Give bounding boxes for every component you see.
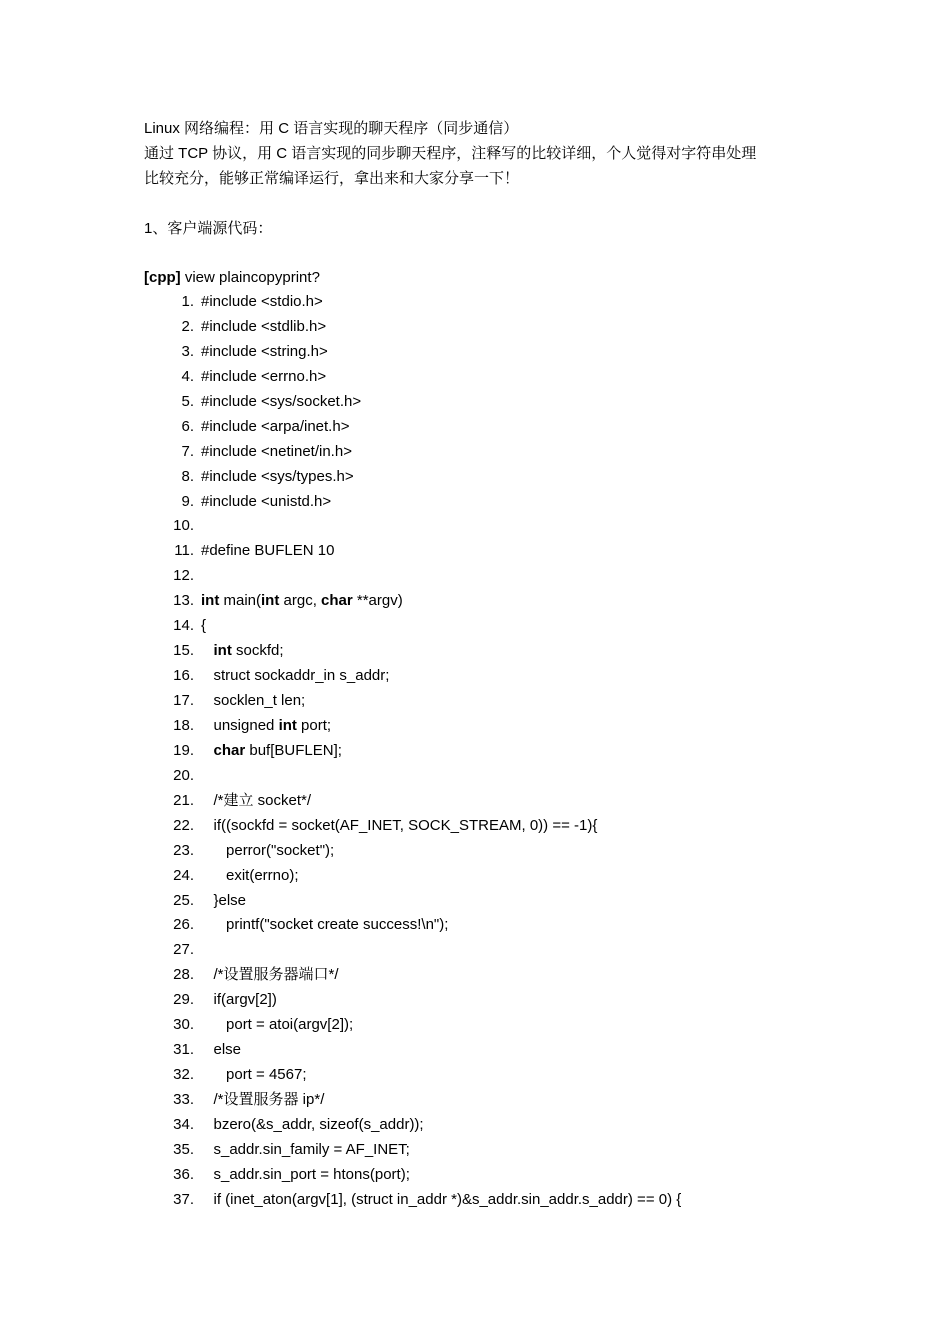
code-keyword: char [321,592,353,610]
code-segment: #include <errno.h> [201,367,327,385]
line-number: 31. [173,1041,194,1059]
line-number: 32. [173,1066,194,1084]
line-number: 5. [181,392,194,410]
code-text [201,639,284,664]
line-number: 6. [181,417,194,435]
blank-line [144,191,824,216]
code-segment: printf("socket create success!\n"); [201,916,449,934]
code-segment: if (inet_aton(argv[1], (struct in_addr *)&s_addr.sin_addr.s_addr) == 0) { [201,1190,682,1208]
code-segment: bzero(&s_addr, sizeof(s_addr)); [201,1115,424,1133]
code-text [201,440,352,465]
line-number: 27. [173,941,194,959]
code-segment: else [201,1041,242,1059]
code-text [201,390,361,415]
code-text [201,814,597,839]
line-number: 7. [181,442,194,460]
line-number: 18. [173,716,194,734]
code-text [201,415,349,440]
code-text [201,1088,324,1113]
code-text [201,889,246,914]
line-number: 28. [173,966,194,984]
code-segment: if((sockfd = socket(AF_INET, SOCK_STREAM, 0)) == -1){ [201,816,598,834]
code-keyword: int [278,716,297,734]
line-number: 30. [173,1016,194,1034]
line-number: 19. [173,741,194,759]
code-text [201,714,331,739]
line-number: 10. [173,517,194,535]
code-text [201,739,342,764]
line-number: 21. [173,791,194,809]
line-number: 14. [173,617,194,635]
code-keyword: char [213,741,246,759]
line-number: 12. [173,567,194,585]
code-segment: port = 4567; [201,1066,307,1084]
code-segment: **argv) [352,592,403,610]
line-number: 26. [173,916,194,934]
line-number: 16. [173,667,194,685]
line-number: 8. [181,467,194,485]
code-text [201,340,328,365]
code-segment: #include <netinet/in.h> [201,442,352,460]
code-segment: #include <arpa/inet.h> [201,417,350,435]
code-segment: argc, [279,592,322,610]
code-text [201,864,299,889]
line-number: 11. [174,542,194,560]
code-segment: #include <stdio.h> [201,293,323,310]
line-number: 1. [181,293,194,310]
code-segment: exit(errno); [201,866,299,884]
code-keyword: int [201,592,220,610]
code-header [144,265,320,290]
line-number: 15. [173,642,194,660]
code-text [201,315,326,340]
code-segment: s_addr.sin_port = htons(port); [201,1165,410,1183]
line-number: 2. [181,317,194,335]
code-text [201,539,334,564]
code-text [201,988,277,1013]
code-text [201,1038,241,1063]
code-segment: perror("socket"); [201,841,335,859]
code-text [201,689,305,714]
code-text [201,465,354,490]
code-keyword: int [261,592,280,610]
intro-text-block [144,116,824,241]
code-text [201,1163,410,1188]
code-segment: port; [296,716,332,734]
code-segment: #include <stdlib.h> [201,317,327,335]
code-segment: buf[BUFLEN]; [245,741,342,759]
code-segment: sockfd; [231,642,284,660]
code-segment: /*设置服务器端口*/ [201,966,339,984]
line-number: 24. [173,866,194,884]
code-segment [201,742,214,759]
document-title: Linux 网络编程：用 C 语言实现的聊天程序（同步通信） [144,120,519,137]
code-segment: { [201,617,207,635]
code-segment: #include <sys/socket.h> [201,392,362,410]
code-segment: #include <string.h> [201,342,328,360]
code-segment: if(argv[2]) [201,991,277,1009]
code-segment: }else [201,891,247,909]
line-number: 36. [173,1165,194,1183]
code-language-tag: [cpp] [144,269,181,286]
code-text [201,664,389,689]
line-number: 3. [181,342,194,360]
code-segment: #include <unistd.h> [201,492,332,510]
line-number: 37. [173,1190,194,1208]
line-number: 17. [173,692,194,709]
code-segment: port = atoi(argv[2]); [201,1016,354,1034]
section-heading: 1、客户端源代码： [144,220,273,237]
code-segment: struct sockaddr_in s_addr; [201,667,390,685]
code-header-actions: view plaincopyprint? [180,269,320,286]
intro-paragraph-line-1: 通过 TCP 协议，用 C 语言实现的同步聊天程序，注释写的比较详细，个人觉得对字符串处理 [144,145,757,162]
line-number: 4. [181,367,194,385]
line-number: 23. [173,841,194,859]
code-text [201,789,311,814]
code-segment: socklen_t len; [201,692,306,709]
code-segment: main( [219,592,262,610]
code-text [201,290,323,315]
code-segment [201,642,214,659]
code-segment: #include <sys/types.h> [201,467,354,485]
code-segment: unsigned [201,716,279,734]
code-text [201,490,331,515]
line-number: 13. [173,592,194,610]
code-segment: /*建立 socket*/ [201,791,312,809]
code-text [201,1188,681,1213]
code-text [201,365,326,390]
code-keyword: int [213,642,232,660]
code-text [201,913,448,938]
code-text [201,839,334,864]
code-text [201,1013,353,1038]
code-text [201,1138,410,1163]
line-number: 22. [173,816,194,834]
code-text [201,589,403,614]
line-number: 35. [173,1140,194,1158]
line-number: 9. [181,492,194,510]
line-number: 25. [173,891,194,909]
line-number: 33. [173,1091,194,1108]
code-segment: #define BUFLEN 10 [201,542,335,560]
code-text [201,1113,424,1138]
intro-paragraph-line-2: 比较充分，能够正常编译运行，拿出来和大家分享一下！ [144,170,520,187]
code-text [201,963,339,988]
code-segment: /*设置服务器 ip*/ [201,1091,325,1108]
code-segment: s_addr.sin_family = AF_INET; [201,1140,410,1158]
line-number: 20. [173,766,194,784]
line-number: 34. [173,1115,194,1133]
code-text [201,614,206,639]
code-text [201,1063,306,1088]
line-number: 29. [173,991,194,1009]
